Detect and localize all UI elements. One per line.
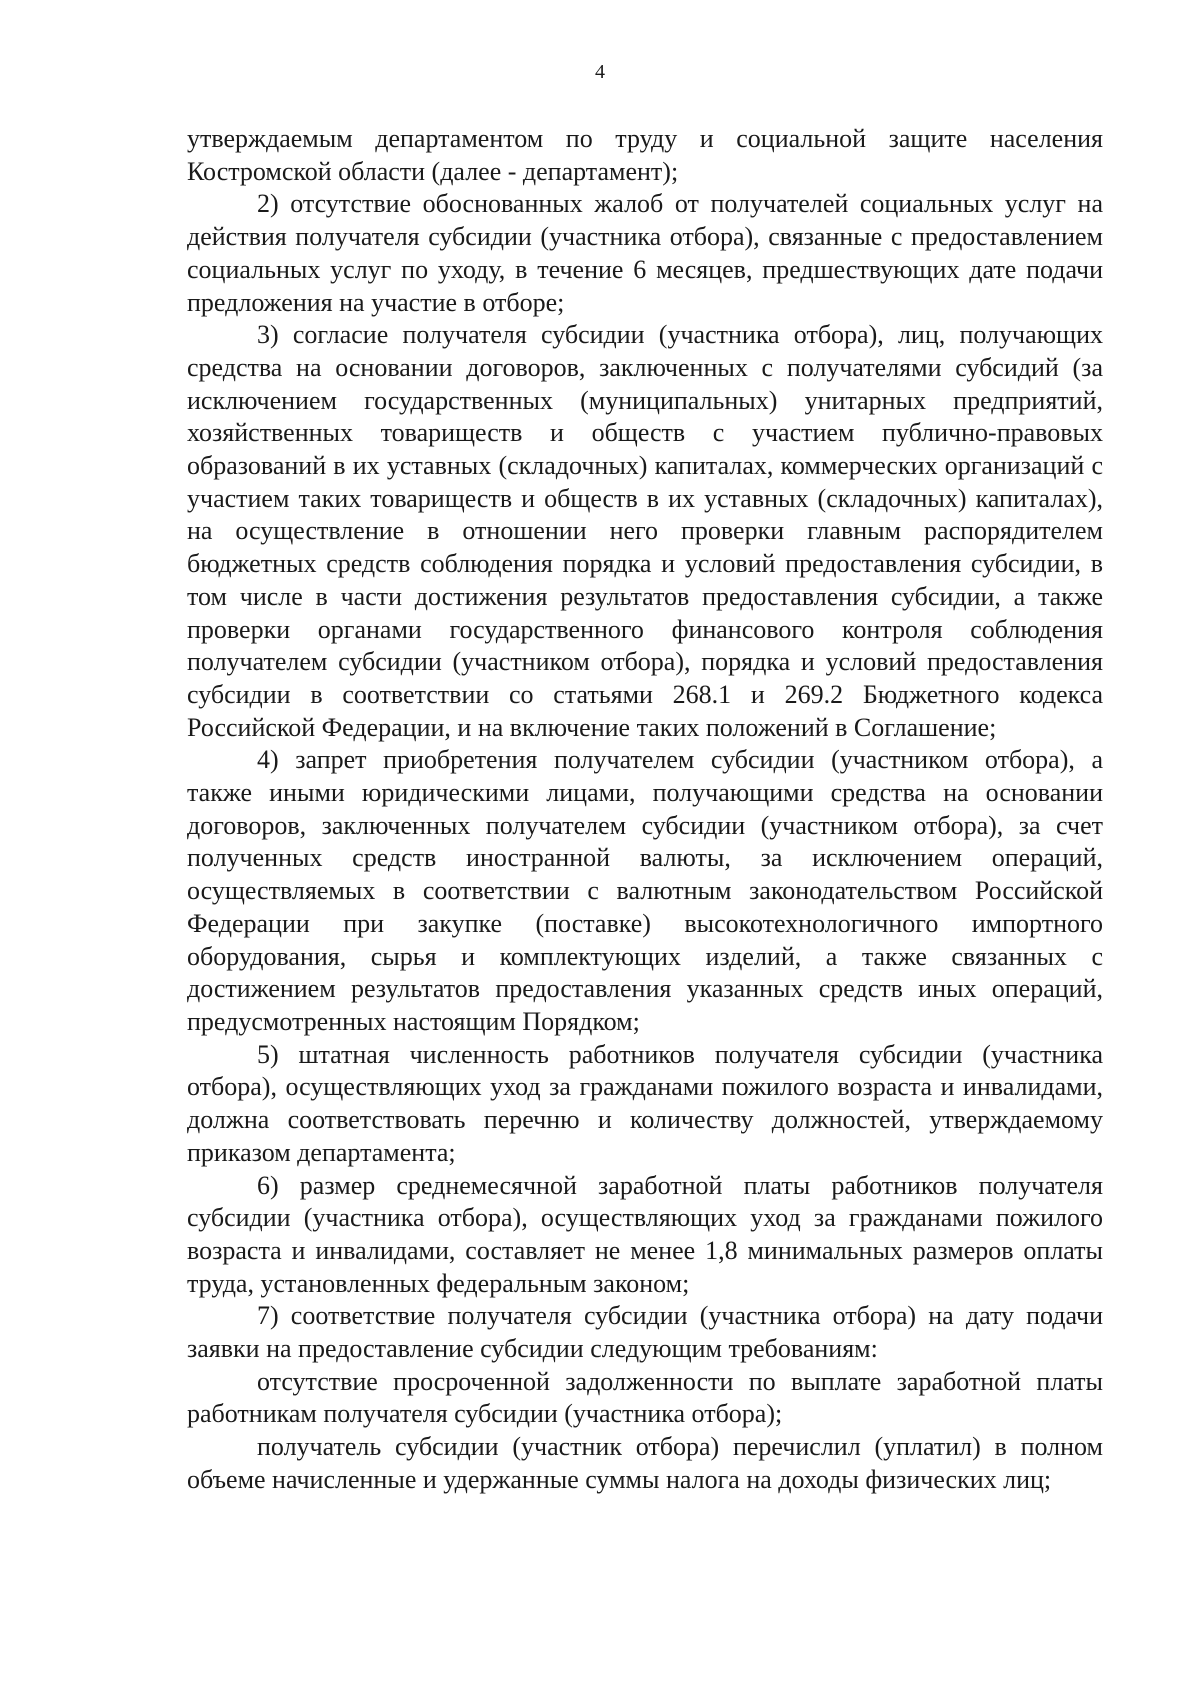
paragraph-item-3: 3) согласие получателя субсидии (участника отбора), лиц, получающих средства на основании договоров, заключенных с получателями субсидий (за исключением государственных (муниципальных) унитарных предприятий, хозяйственных товариществ и обществ с участием публично-правовых образований в их уставных (складочных) капиталах, коммерческих организаций с участием таких товариществ и обществ в их уставных (складочных) капиталах), на осуществление в отношении него проверки главным распорядителем бюджетных средств соблюдения порядка и условий предоставления субсидии, в том числе в части достижения результатов предоставления субсидии, а также проверки органами государственного финансового контроля соблюдения получателем субсидии (участником отбора), порядка и условий предоставления субсидии в соответствии со статьями 268.1 и 269.2 Бюджетного кодекса Российской Федерации, и на включение таких положений в Соглашение; <box>187 320 1103 742</box>
paragraph-continuation: утверждаемым департаментом по труду и социальной защите населения Костромской области (далее - департамент); <box>187 124 1103 186</box>
paragraph-item-4: 4) запрет приобретения получателем субсидии (участником отбора), а также иными юридическими лицами, получающими средства на основании договоров, заключенных получателем субсидии (участником отбора), за счет полученных средств иностранной валюты, за исключением операций, осуществляемых в соответствии с валютным законодательством Российской Федерации при закупке (поставке) высокотехнологичного импортного оборудования, сырья и комплектующих изделий, а также связанных с достижением результатов предоставления указанных средств иных операций, предусмотренных настоящим Порядком; <box>187 745 1103 1036</box>
document-body <box>187 123 1103 1497</box>
paragraph-requirement-salary-debt: отсутствие просроченной задолженности по выплате заработной платы работникам получателя субсидии (участника отбора); <box>187 1366 1103 1429</box>
paragraph-item-6: 6) размер среднемесячной заработной платы работников получателя субсидии (участника отбора), осуществляющих уход за гражданами пожилого возраста и инвалидами, составляет не менее 1,8 минимальных размеров оплаты труда, установленных федеральным законом; <box>187 1170 1103 1298</box>
page-number: 4 <box>595 61 605 83</box>
paragraph-requirement-income-tax: получатель субсидии (участник отбора) перечислил (уплатил) в полном объеме начисленные и удержанные суммы налога на доходы физических лиц; <box>187 1432 1103 1494</box>
paragraph-item-2: 2) отсутствие обоснованных жалоб от получателей социальных услуг на действия получателя субсидии (участника отбора), связанные с предоставлением социальных услуг по уходу, в течение 6 месяцев, предшествующих дате подачи предложения на участие в отборе; <box>187 189 1103 317</box>
paragraph-item-5: 5) штатная численность работников получателя субсидии (участника отбора), осуществляющих уход за гражданами пожилого возраста и инвалидами, должна соответствовать перечню и количеству должностей, утверждаемому приказом департамента; <box>187 1039 1103 1167</box>
paragraph-item-7: 7) соответствие получателя субсидии (участника отбора) на дату подачи заявки на предоставление субсидии следующим требованиям: <box>187 1301 1103 1364</box>
